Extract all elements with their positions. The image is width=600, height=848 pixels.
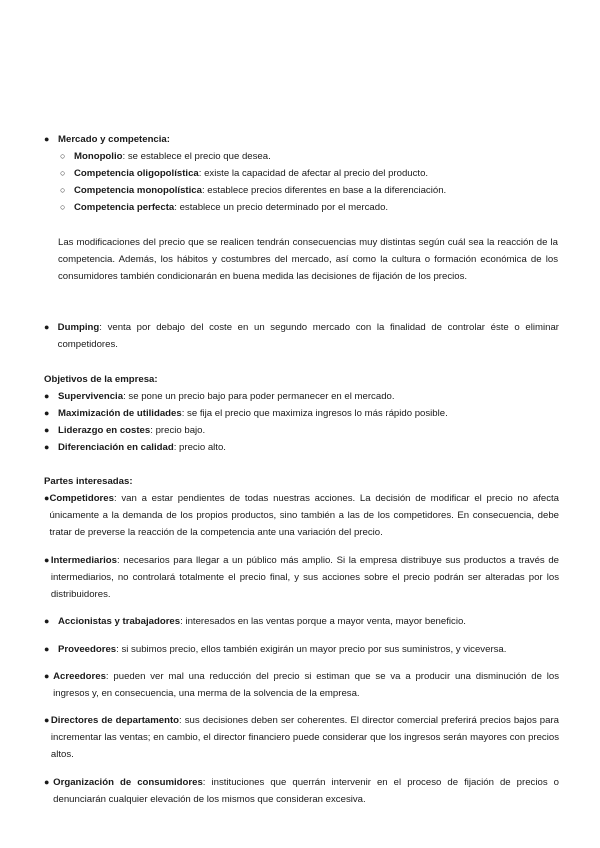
list-item: ● Acreedores: pueden ver mal una reducción del precio si estiman que se va a producir una disminución de los ingresos y, en consecuencia, una merma de la solvencia de la empresa. [44,668,559,702]
objetivos-title: Objetivos de la empresa: [44,374,158,385]
list-item: ● Diferenciación en calidad: precio alto. [44,439,559,456]
list-item: ○ Competencia oligopolística: existe la capacidad de afectar al precio del producto. [60,165,560,182]
bullet-icon: ● [44,442,50,452]
bullet-icon: ● [44,493,50,503]
bullet-icon: ● [44,555,50,565]
circle-bullet-icon: ○ [60,168,66,178]
bullet-icon: ● [44,408,50,418]
bullet-icon: ● [44,391,50,401]
list-item: ○ Monopolio: se establece el precio que desea. [60,148,560,165]
list-item: ● Supervivencia: se pone un precio bajo para poder permanecer en el mercado. [44,388,559,405]
dumping-item: ● Dumping: venta por debajo del coste en un segundo mercado con la finalidad de controlar éste o eliminar competidores. [44,319,559,353]
bullet-icon: ● [44,134,50,144]
partes-title: Partes interesadas: [44,476,133,487]
list-item: ● Liderazgo en costes: precio bajo. [44,422,559,439]
bullet-icon: ● [44,715,50,725]
bullet-icon: ● [44,644,50,654]
list-item: ● Intermediarios: necesarios para llegar a un público más amplio. Si la empresa distribuye sus productos a través de intermediarios, no controlará totalmente el precio final, y sus acciones sobre el precio podrán ser alteradas por los distribuidores. [44,552,559,603]
mercado-paragraph: Las modificaciones del precio que se realicen tendrán consecuencias muy distintas según cuál sea la reacción de la competencia. Además, los hábitos y costumbres del mercado, así como la cultura o formación económica de los consumidores también condicionarán en buena medida las decisiones de fijación de los precios. [58,237,558,282]
list-item: ○ Competencia monopolística: establece precios diferentes en base a la diferenciación. [60,182,560,199]
list-item: ● Accionistas y trabajadores: interesados en las ventas porque a mayor venta, mayor beneficio. [44,613,559,630]
bullet-icon: ● [44,671,50,681]
bullet-icon: ● [44,322,50,332]
bullet-icon: ● [44,425,50,435]
mercado-heading-item [44,131,559,148]
list-item: ● Directores de departamento: sus decisiones deben ser coherentes. El director comercial preferirá precios bajos para incrementar las ventas; en cambio, el director financiero puede considerar que los ingresos serán mayores con precios altos. [44,712,559,763]
list-item: ○ Competencia perfecta: establece un precio determinado por el mercado. [60,199,560,216]
mercado-title: Mercado y competencia: [58,134,170,145]
bullet-icon: ● [44,777,50,787]
list-item: ● Organización de consumidores: instituciones que querrán intervenir en el proceso de fijación de precios o denunciarán cualquier elevación de los mismos que consideran excesiva. [44,774,559,808]
circle-bullet-icon: ○ [60,151,66,161]
circle-bullet-icon: ○ [60,185,66,195]
bullet-icon: ● [44,616,50,626]
list-item: ● Proveedores: si subimos precio, ellos también exigirán un mayor precio por sus suministros, y viceversa. [44,641,559,658]
list-item: ● Competidores: van a estar pendientes de todas nuestras acciones. La decisión de modificar el precio no afecta únicamente a la demanda de los propios productos, sino también a las de los competidores. En consecuencia, debe tratar de preverse la reacción de la competencia ante una variación del precio. [44,490,559,541]
list-item: ● Maximización de utilidades: se fija el precio que maximiza ingresos lo más rápido posible. [44,405,559,422]
circle-bullet-icon: ○ [60,202,66,212]
